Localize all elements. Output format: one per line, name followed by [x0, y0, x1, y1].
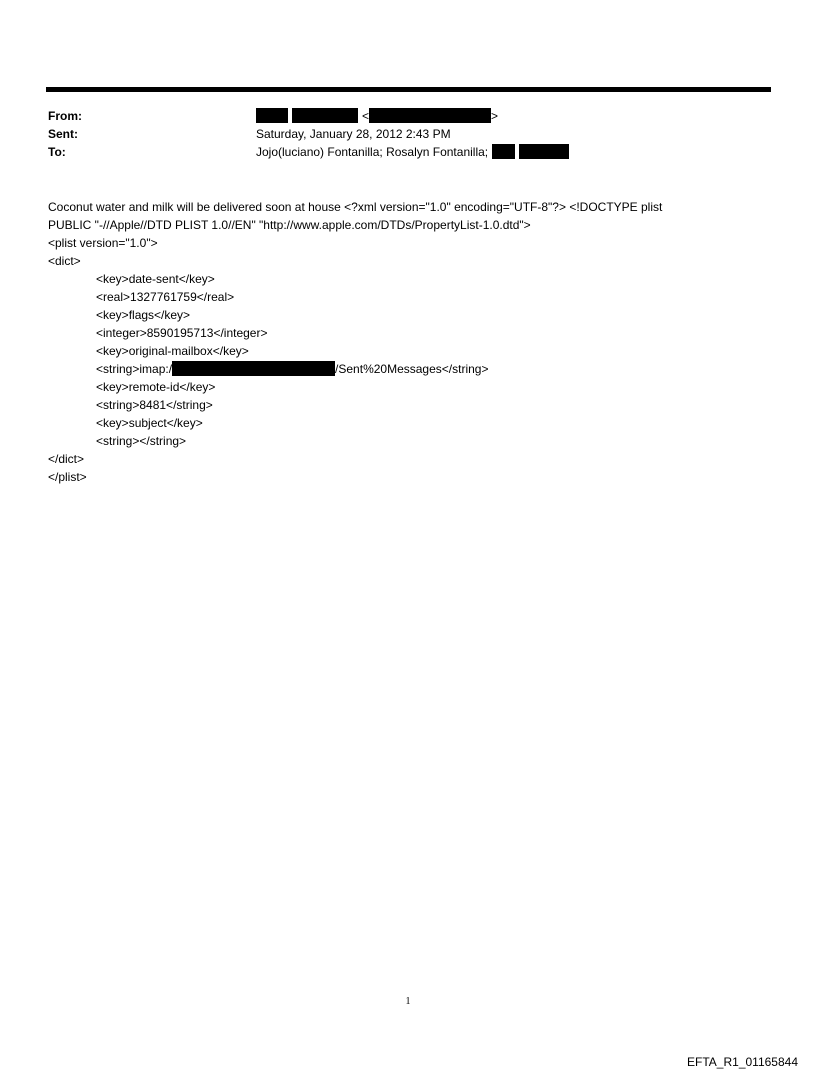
- redaction-block: [492, 144, 515, 159]
- to-label: To:: [48, 145, 66, 159]
- from-angle-close: >: [491, 109, 499, 123]
- sent-value: Saturday, January 28, 2012 2:43 PM: [256, 127, 451, 141]
- redaction-block: [519, 144, 569, 159]
- body-line: <key>original-mailbox</key>: [96, 344, 249, 358]
- header-divider: [46, 87, 771, 92]
- mailbox-suffix: /Sent%20Messages</string>: [335, 362, 489, 376]
- from-row: [48, 108, 768, 124]
- redaction-block: [292, 108, 358, 123]
- mailbox-prefix: <string>imap:/: [96, 362, 173, 376]
- to-recipients: Jojo(luciano) Fontanilla; Rosalyn Fontanilla;: [256, 145, 489, 159]
- body-line: <integer>8590195713</integer>: [96, 326, 268, 340]
- body-line: <string></string>: [96, 434, 187, 448]
- body-line: <dict>: [48, 254, 81, 268]
- body-line: <real>1327761759</real>: [96, 290, 235, 304]
- document-id: EFTA_R1_01165844: [687, 1055, 798, 1069]
- from-label: From:: [48, 109, 82, 123]
- body-line: <string>8481</string>: [96, 398, 213, 412]
- body-line: <key>subject</key>: [96, 416, 203, 430]
- body-line: </dict>: [48, 452, 85, 466]
- body-line: </plist>: [48, 470, 87, 484]
- email-body: [48, 198, 768, 486]
- redaction-block: [256, 108, 288, 123]
- from-angle-open: <: [362, 109, 370, 123]
- body-line: <key>flags</key>: [96, 308, 191, 322]
- from-value: [256, 108, 498, 124]
- page-number: 1: [405, 996, 411, 1007]
- body-line-mailbox: [48, 360, 768, 378]
- redaction-block: [369, 108, 491, 123]
- to-row: [48, 144, 768, 160]
- body-line: <plist version="1.0">: [48, 236, 158, 250]
- body-line: <key>date-sent</key>: [96, 272, 215, 286]
- body-line: <key>remote-id</key>: [96, 380, 216, 394]
- body-line: PUBLIC "-//Apple//DTD PLIST 1.0//EN" "http://www.apple.com/DTDs/PropertyList-1.0.dtd">: [48, 218, 531, 232]
- sent-row: [48, 126, 768, 142]
- redaction-block: [172, 361, 335, 376]
- body-line: Coconut water and milk will be delivered soon at house <?xml version="1.0" encoding="UTF-8"?> <!DOCTYPE plist: [48, 200, 663, 214]
- to-value: [256, 144, 569, 160]
- sent-label: Sent:: [48, 127, 78, 141]
